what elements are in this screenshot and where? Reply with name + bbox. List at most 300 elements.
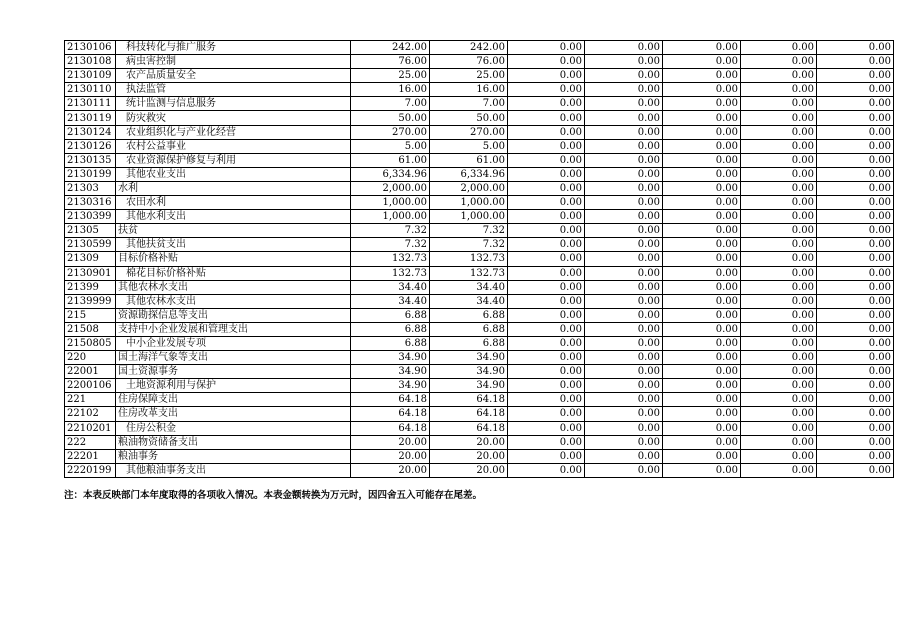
amount-cell: 64.18 bbox=[351, 393, 430, 407]
amount-cell: 0.00 bbox=[508, 55, 585, 69]
subject-code-cell: 22201 bbox=[65, 449, 116, 463]
amount-cell: 0.00 bbox=[817, 379, 894, 393]
subject-code-cell: 2130199 bbox=[65, 167, 116, 181]
subject-code-cell: 21399 bbox=[65, 280, 116, 294]
amount-cell: 242.00 bbox=[430, 41, 508, 55]
report-sheet bbox=[64, 40, 894, 478]
subject-code-cell: 2220199 bbox=[65, 463, 116, 477]
subject-code-cell: 2130119 bbox=[65, 111, 116, 125]
amount-cell: 0.00 bbox=[741, 294, 817, 308]
subject-name-cell: 粮油物资储备支出 bbox=[116, 435, 351, 449]
amount-cell: 34.90 bbox=[351, 379, 430, 393]
amount-cell: 0.00 bbox=[741, 308, 817, 322]
amount-cell: 64.18 bbox=[430, 407, 508, 421]
amount-cell: 0.00 bbox=[741, 83, 817, 97]
amount-cell: 0.00 bbox=[508, 351, 585, 365]
amount-cell: 0.00 bbox=[817, 421, 894, 435]
amount-cell: 0.00 bbox=[508, 167, 585, 181]
amount-cell: 0.00 bbox=[817, 322, 894, 336]
amount-cell: 1,000.00 bbox=[430, 210, 508, 224]
table-row bbox=[65, 69, 894, 83]
subject-code-cell: 2130111 bbox=[65, 97, 116, 111]
amount-cell: 0.00 bbox=[585, 449, 663, 463]
amount-cell: 0.00 bbox=[585, 308, 663, 322]
amount-cell: 34.90 bbox=[351, 365, 430, 379]
amount-cell: 0.00 bbox=[508, 83, 585, 97]
amount-cell: 0.00 bbox=[585, 224, 663, 238]
amount-cell: 64.18 bbox=[430, 421, 508, 435]
amount-cell: 34.90 bbox=[430, 379, 508, 393]
subject-name-cell: 目标价格补贴 bbox=[116, 252, 351, 266]
amount-cell: 16.00 bbox=[430, 83, 508, 97]
amount-cell: 0.00 bbox=[508, 181, 585, 195]
table-row bbox=[65, 97, 894, 111]
amount-cell: 0.00 bbox=[585, 97, 663, 111]
amount-cell: 0.00 bbox=[663, 55, 741, 69]
amount-cell: 0.00 bbox=[585, 55, 663, 69]
subject-name-cell: 其他农林水支出 bbox=[116, 280, 351, 294]
amount-cell: 0.00 bbox=[663, 41, 741, 55]
table-row bbox=[65, 83, 894, 97]
table-row bbox=[65, 449, 894, 463]
amount-cell: 0.00 bbox=[817, 336, 894, 350]
table-row bbox=[65, 210, 894, 224]
subject-name-cell: 粮油事务 bbox=[116, 449, 351, 463]
table-row bbox=[65, 252, 894, 266]
subject-name-cell: 农业资源保护修复与利用 bbox=[116, 153, 351, 167]
subject-name-cell: 农村公益事业 bbox=[116, 139, 351, 153]
amount-cell: 64.18 bbox=[351, 421, 430, 435]
amount-cell: 20.00 bbox=[430, 435, 508, 449]
amount-cell: 242.00 bbox=[351, 41, 430, 55]
amount-cell: 0.00 bbox=[817, 238, 894, 252]
amount-cell: 0.00 bbox=[817, 294, 894, 308]
table-row bbox=[65, 336, 894, 350]
amount-cell: 0.00 bbox=[508, 280, 585, 294]
amount-cell: 0.00 bbox=[817, 41, 894, 55]
amount-cell: 34.40 bbox=[351, 294, 430, 308]
amount-cell: 0.00 bbox=[741, 97, 817, 111]
amount-cell: 0.00 bbox=[817, 196, 894, 210]
subject-code-cell: 2130599 bbox=[65, 238, 116, 252]
amount-cell: 0.00 bbox=[741, 252, 817, 266]
amount-cell: 0.00 bbox=[508, 266, 585, 280]
amount-cell: 0.00 bbox=[817, 224, 894, 238]
amount-cell: 61.00 bbox=[430, 153, 508, 167]
amount-cell: 0.00 bbox=[663, 379, 741, 393]
amount-cell: 0.00 bbox=[741, 181, 817, 195]
subject-code-cell: 2130399 bbox=[65, 210, 116, 224]
subject-name-cell: 其他扶贫支出 bbox=[116, 238, 351, 252]
amount-cell: 0.00 bbox=[585, 322, 663, 336]
amount-cell: 20.00 bbox=[351, 463, 430, 477]
amount-cell: 0.00 bbox=[663, 210, 741, 224]
amount-cell: 0.00 bbox=[741, 41, 817, 55]
amount-cell: 0.00 bbox=[663, 407, 741, 421]
amount-cell: 0.00 bbox=[817, 83, 894, 97]
amount-cell: 132.73 bbox=[351, 266, 430, 280]
table-row bbox=[65, 196, 894, 210]
amount-cell: 0.00 bbox=[508, 421, 585, 435]
amount-cell: 0.00 bbox=[508, 379, 585, 393]
amount-cell: 0.00 bbox=[585, 351, 663, 365]
amount-cell: 0.00 bbox=[663, 294, 741, 308]
amount-cell: 0.00 bbox=[508, 139, 585, 153]
amount-cell: 0.00 bbox=[508, 252, 585, 266]
amount-cell: 0.00 bbox=[817, 153, 894, 167]
table-row bbox=[65, 463, 894, 477]
amount-cell: 0.00 bbox=[508, 210, 585, 224]
amount-cell: 0.00 bbox=[508, 196, 585, 210]
subject-code-cell: 2130126 bbox=[65, 139, 116, 153]
amount-cell: 0.00 bbox=[585, 421, 663, 435]
subject-name-cell: 中小企业发展专项 bbox=[116, 336, 351, 350]
amount-cell: 0.00 bbox=[585, 111, 663, 125]
amount-cell: 0.00 bbox=[817, 280, 894, 294]
table-row bbox=[65, 280, 894, 294]
amount-cell: 64.18 bbox=[351, 407, 430, 421]
amount-cell: 0.00 bbox=[741, 69, 817, 83]
amount-cell: 0.00 bbox=[663, 224, 741, 238]
amount-cell: 0.00 bbox=[741, 55, 817, 69]
subject-code-cell: 2130135 bbox=[65, 153, 116, 167]
subject-name-cell: 统计监测与信息服务 bbox=[116, 97, 351, 111]
amount-cell: 7.32 bbox=[351, 238, 430, 252]
subject-name-cell: 国土海洋气象等支出 bbox=[116, 351, 351, 365]
amount-cell: 0.00 bbox=[663, 280, 741, 294]
table-row bbox=[65, 41, 894, 55]
subject-code-cell: 2150805 bbox=[65, 336, 116, 350]
table-row bbox=[65, 393, 894, 407]
amount-cell: 0.00 bbox=[585, 238, 663, 252]
amount-cell: 34.40 bbox=[351, 280, 430, 294]
amount-cell: 0.00 bbox=[663, 97, 741, 111]
amount-cell: 0.00 bbox=[663, 449, 741, 463]
amount-cell: 16.00 bbox=[351, 83, 430, 97]
subject-name-cell: 农业组织化与产业化经营 bbox=[116, 125, 351, 139]
table-row bbox=[65, 308, 894, 322]
table-body bbox=[65, 41, 894, 478]
amount-cell: 0.00 bbox=[663, 365, 741, 379]
amount-cell: 0.00 bbox=[585, 393, 663, 407]
subject-code-cell: 21303 bbox=[65, 181, 116, 195]
table-row bbox=[65, 238, 894, 252]
amount-cell: 0.00 bbox=[508, 224, 585, 238]
subject-code-cell: 2130316 bbox=[65, 196, 116, 210]
subject-name-cell: 住房保障支出 bbox=[116, 393, 351, 407]
subject-name-cell: 病虫害控制 bbox=[116, 55, 351, 69]
table-row bbox=[65, 365, 894, 379]
amount-cell: 61.00 bbox=[351, 153, 430, 167]
amount-cell: 6.88 bbox=[430, 308, 508, 322]
amount-cell: 0.00 bbox=[817, 393, 894, 407]
amount-cell: 0.00 bbox=[817, 449, 894, 463]
amount-cell: 0.00 bbox=[585, 294, 663, 308]
amount-cell: 0.00 bbox=[585, 336, 663, 350]
subject-code-cell: 2130108 bbox=[65, 55, 116, 69]
amount-cell: 0.00 bbox=[817, 407, 894, 421]
amount-cell: 0.00 bbox=[817, 167, 894, 181]
amount-cell: 0.00 bbox=[585, 153, 663, 167]
table-row bbox=[65, 351, 894, 365]
amount-cell: 7.32 bbox=[351, 224, 430, 238]
amount-cell: 5.00 bbox=[351, 139, 430, 153]
amount-cell: 34.40 bbox=[430, 294, 508, 308]
amount-cell: 0.00 bbox=[508, 41, 585, 55]
subject-name-cell: 农产品质量安全 bbox=[116, 69, 351, 83]
amount-cell: 20.00 bbox=[351, 449, 430, 463]
amount-cell: 76.00 bbox=[351, 55, 430, 69]
subject-code-cell: 21305 bbox=[65, 224, 116, 238]
amount-cell: 0.00 bbox=[817, 351, 894, 365]
amount-cell: 0.00 bbox=[585, 69, 663, 83]
amount-cell: 0.00 bbox=[741, 365, 817, 379]
subject-code-cell: 2200106 bbox=[65, 379, 116, 393]
subject-name-cell: 土地资源利用与保护 bbox=[116, 379, 351, 393]
amount-cell: 0.00 bbox=[585, 280, 663, 294]
subject-name-cell: 住房改革支出 bbox=[116, 407, 351, 421]
amount-cell: 34.40 bbox=[430, 280, 508, 294]
subject-name-cell: 支持中小企业发展和管理支出 bbox=[116, 322, 351, 336]
table-row bbox=[65, 224, 894, 238]
amount-cell: 0.00 bbox=[508, 97, 585, 111]
amount-cell: 0.00 bbox=[585, 210, 663, 224]
amount-cell: 0.00 bbox=[508, 294, 585, 308]
income-table bbox=[64, 40, 894, 478]
amount-cell: 34.90 bbox=[430, 365, 508, 379]
amount-cell: 0.00 bbox=[663, 308, 741, 322]
amount-cell: 0.00 bbox=[585, 252, 663, 266]
subject-code-cell: 2130110 bbox=[65, 83, 116, 97]
amount-cell: 0.00 bbox=[741, 463, 817, 477]
amount-cell: 6.88 bbox=[351, 308, 430, 322]
amount-cell: 0.00 bbox=[741, 336, 817, 350]
subject-code-cell: 2139999 bbox=[65, 294, 116, 308]
amount-cell: 0.00 bbox=[817, 463, 894, 477]
amount-cell: 0.00 bbox=[817, 365, 894, 379]
amount-cell: 2,000.00 bbox=[351, 181, 430, 195]
subject-name-cell: 国土资源事务 bbox=[116, 365, 351, 379]
amount-cell: 0.00 bbox=[585, 167, 663, 181]
amount-cell: 0.00 bbox=[508, 308, 585, 322]
subject-name-cell: 扶贫 bbox=[116, 224, 351, 238]
subject-name-cell: 其他水利支出 bbox=[116, 210, 351, 224]
amount-cell: 20.00 bbox=[351, 435, 430, 449]
amount-cell: 0.00 bbox=[741, 167, 817, 181]
subject-name-cell: 科技转化与推广服务 bbox=[116, 41, 351, 55]
amount-cell: 0.00 bbox=[817, 97, 894, 111]
amount-cell: 0.00 bbox=[585, 407, 663, 421]
amount-cell: 0.00 bbox=[663, 252, 741, 266]
amount-cell: 0.00 bbox=[663, 238, 741, 252]
amount-cell: 64.18 bbox=[430, 393, 508, 407]
table-row bbox=[65, 55, 894, 69]
amount-cell: 0.00 bbox=[508, 407, 585, 421]
amount-cell: 0.00 bbox=[817, 69, 894, 83]
amount-cell: 0.00 bbox=[741, 210, 817, 224]
amount-cell: 0.00 bbox=[508, 111, 585, 125]
subject-code-cell: 22102 bbox=[65, 407, 116, 421]
amount-cell: 1,000.00 bbox=[351, 210, 430, 224]
subject-code-cell: 222 bbox=[65, 435, 116, 449]
amount-cell: 132.73 bbox=[430, 266, 508, 280]
amount-cell: 0.00 bbox=[585, 139, 663, 153]
amount-cell: 7.00 bbox=[351, 97, 430, 111]
amount-cell: 0.00 bbox=[508, 435, 585, 449]
amount-cell: 0.00 bbox=[663, 393, 741, 407]
amount-cell: 0.00 bbox=[663, 125, 741, 139]
amount-cell: 50.00 bbox=[351, 111, 430, 125]
subject-code-cell: 2210201 bbox=[65, 421, 116, 435]
amount-cell: 0.00 bbox=[508, 365, 585, 379]
amount-cell: 0.00 bbox=[585, 379, 663, 393]
amount-cell: 20.00 bbox=[430, 463, 508, 477]
subject-code-cell: 221 bbox=[65, 393, 116, 407]
amount-cell: 5.00 bbox=[430, 139, 508, 153]
amount-cell: 0.00 bbox=[741, 153, 817, 167]
amount-cell: 0.00 bbox=[663, 421, 741, 435]
amount-cell: 0.00 bbox=[741, 125, 817, 139]
amount-cell: 0.00 bbox=[508, 69, 585, 83]
amount-cell: 0.00 bbox=[817, 181, 894, 195]
amount-cell: 6.88 bbox=[351, 336, 430, 350]
amount-cell: 0.00 bbox=[741, 196, 817, 210]
amount-cell: 1,000.00 bbox=[351, 196, 430, 210]
amount-cell: 0.00 bbox=[508, 336, 585, 350]
amount-cell: 0.00 bbox=[741, 351, 817, 365]
amount-cell: 0.00 bbox=[817, 125, 894, 139]
amount-cell: 0.00 bbox=[508, 153, 585, 167]
amount-cell: 0.00 bbox=[741, 111, 817, 125]
amount-cell: 34.90 bbox=[430, 351, 508, 365]
amount-cell: 6.88 bbox=[351, 322, 430, 336]
amount-cell: 0.00 bbox=[817, 111, 894, 125]
subject-code-cell: 2130901 bbox=[65, 266, 116, 280]
subject-name-cell: 棉花目标价格补贴 bbox=[116, 266, 351, 280]
amount-cell: 0.00 bbox=[663, 83, 741, 97]
amount-cell: 0.00 bbox=[741, 322, 817, 336]
amount-cell: 76.00 bbox=[430, 55, 508, 69]
amount-cell: 0.00 bbox=[817, 266, 894, 280]
subject-code-cell: 21309 bbox=[65, 252, 116, 266]
amount-cell: 0.00 bbox=[585, 83, 663, 97]
amount-cell: 0.00 bbox=[817, 210, 894, 224]
amount-cell: 0.00 bbox=[817, 139, 894, 153]
amount-cell: 0.00 bbox=[741, 224, 817, 238]
amount-cell: 0.00 bbox=[663, 266, 741, 280]
amount-cell: 6.88 bbox=[430, 322, 508, 336]
amount-cell: 0.00 bbox=[663, 69, 741, 83]
subject-name-cell: 农田水利 bbox=[116, 196, 351, 210]
subject-code-cell: 215 bbox=[65, 308, 116, 322]
amount-cell: 0.00 bbox=[585, 41, 663, 55]
amount-cell: 6.88 bbox=[430, 336, 508, 350]
amount-cell: 50.00 bbox=[430, 111, 508, 125]
table-row bbox=[65, 125, 894, 139]
amount-cell: 0.00 bbox=[817, 308, 894, 322]
table-row bbox=[65, 435, 894, 449]
table-row bbox=[65, 167, 894, 181]
amount-cell: 0.00 bbox=[817, 55, 894, 69]
amount-cell: 7.32 bbox=[430, 238, 508, 252]
amount-cell: 0.00 bbox=[741, 435, 817, 449]
amount-cell: 0.00 bbox=[663, 351, 741, 365]
amount-cell: 0.00 bbox=[663, 139, 741, 153]
amount-cell: 0.00 bbox=[663, 435, 741, 449]
amount-cell: 0.00 bbox=[663, 196, 741, 210]
subject-name-cell: 其他农业支出 bbox=[116, 167, 351, 181]
amount-cell: 0.00 bbox=[585, 125, 663, 139]
amount-cell: 0.00 bbox=[508, 125, 585, 139]
amount-cell: 0.00 bbox=[663, 181, 741, 195]
table-row bbox=[65, 266, 894, 280]
amount-cell: 34.90 bbox=[351, 351, 430, 365]
table-row bbox=[65, 421, 894, 435]
table-row bbox=[65, 181, 894, 195]
amount-cell: 270.00 bbox=[430, 125, 508, 139]
amount-cell: 0.00 bbox=[508, 322, 585, 336]
table-row bbox=[65, 139, 894, 153]
amount-cell: 0.00 bbox=[585, 463, 663, 477]
amount-cell: 7.00 bbox=[430, 97, 508, 111]
amount-cell: 0.00 bbox=[741, 407, 817, 421]
amount-cell: 6,334.96 bbox=[430, 167, 508, 181]
table-row bbox=[65, 322, 894, 336]
amount-cell: 7.32 bbox=[430, 224, 508, 238]
amount-cell: 20.00 bbox=[430, 449, 508, 463]
amount-cell: 0.00 bbox=[741, 266, 817, 280]
amount-cell: 0.00 bbox=[817, 252, 894, 266]
table-row bbox=[65, 153, 894, 167]
amount-cell: 0.00 bbox=[585, 435, 663, 449]
amount-cell: 0.00 bbox=[817, 435, 894, 449]
amount-cell: 0.00 bbox=[663, 336, 741, 350]
amount-cell: 0.00 bbox=[741, 238, 817, 252]
subject-name-cell: 资源勘探信息等支出 bbox=[116, 308, 351, 322]
subject-code-cell: 22001 bbox=[65, 365, 116, 379]
amount-cell: 0.00 bbox=[741, 421, 817, 435]
table-row bbox=[65, 407, 894, 421]
subject-name-cell: 其他农林水支出 bbox=[116, 294, 351, 308]
amount-cell: 6,334.96 bbox=[351, 167, 430, 181]
amount-cell: 0.00 bbox=[585, 365, 663, 379]
footnote: 注：本表反映部门本年度取得的各项收入情况。本表金额转换为万元时，因四舍五入可能存在尾差。 bbox=[64, 490, 483, 501]
amount-cell: 0.00 bbox=[741, 139, 817, 153]
amount-cell: 0.00 bbox=[508, 238, 585, 252]
amount-cell: 0.00 bbox=[663, 111, 741, 125]
amount-cell: 0.00 bbox=[585, 196, 663, 210]
table-row bbox=[65, 379, 894, 393]
amount-cell: 0.00 bbox=[741, 379, 817, 393]
amount-cell: 2,000.00 bbox=[430, 181, 508, 195]
subject-code-cell: 2130124 bbox=[65, 125, 116, 139]
amount-cell: 0.00 bbox=[663, 153, 741, 167]
amount-cell: 0.00 bbox=[663, 167, 741, 181]
subject-name-cell: 执法监管 bbox=[116, 83, 351, 97]
table-row bbox=[65, 111, 894, 125]
amount-cell: 0.00 bbox=[508, 463, 585, 477]
subject-name-cell: 住房公积金 bbox=[116, 421, 351, 435]
amount-cell: 0.00 bbox=[585, 266, 663, 280]
table-row bbox=[65, 294, 894, 308]
subject-name-cell: 水利 bbox=[116, 181, 351, 195]
amount-cell: 132.73 bbox=[351, 252, 430, 266]
subject-code-cell: 21508 bbox=[65, 322, 116, 336]
amount-cell: 0.00 bbox=[508, 449, 585, 463]
subject-name-cell: 防灾救灾 bbox=[116, 111, 351, 125]
subject-name-cell: 其他粮油事务支出 bbox=[116, 463, 351, 477]
subject-code-cell: 2130109 bbox=[65, 69, 116, 83]
